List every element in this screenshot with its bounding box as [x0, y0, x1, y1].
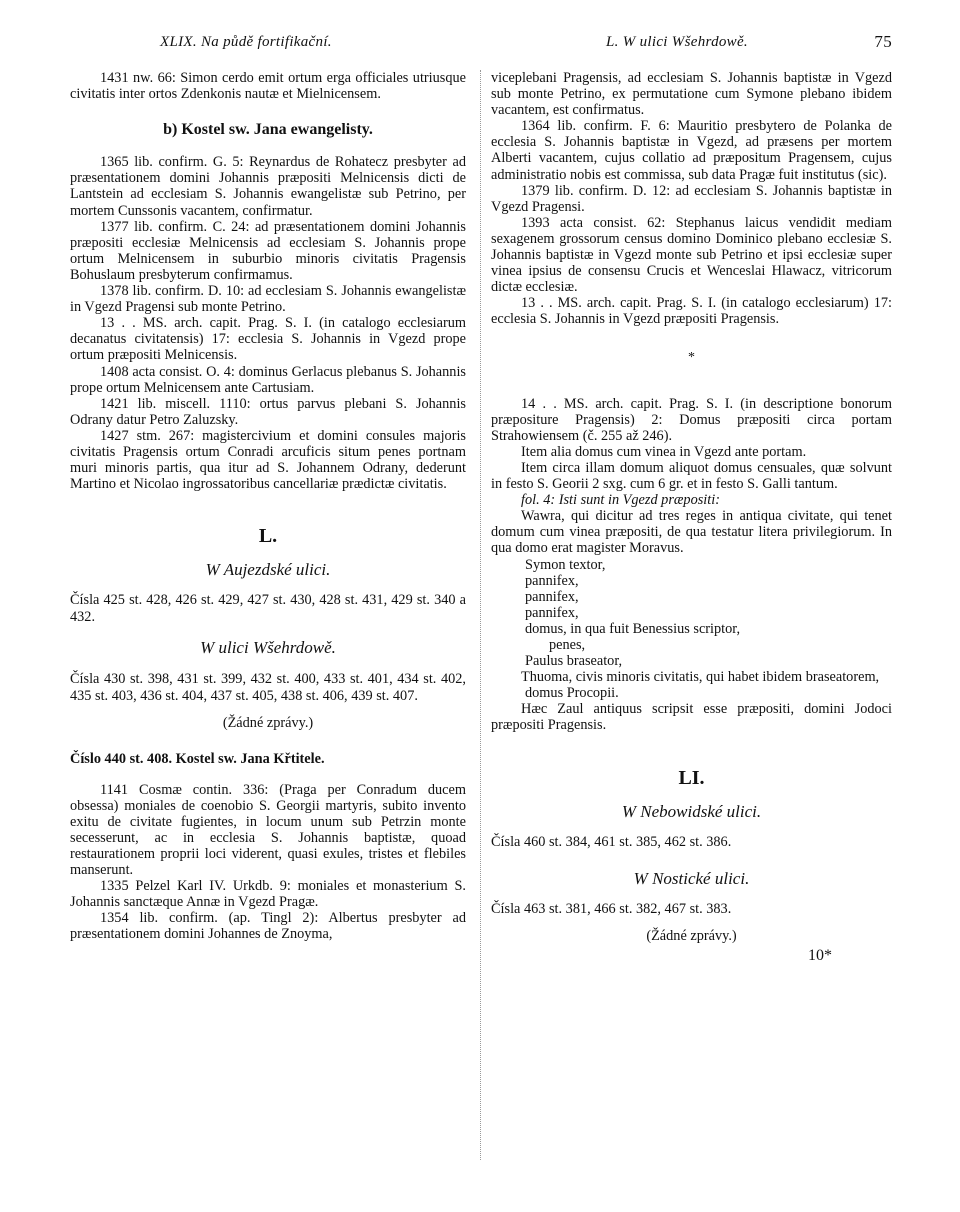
entry-1421: 1421 lib. miscell. 1110: ortus parvus plebani S. Johannis Odrany datur Petro Zaluzsky. [70, 395, 466, 428]
list-item: pannifex, [525, 588, 579, 605]
entry-1377: 1377 lib. confirm. C. 24: ad præsentationem domini Johannis præpositi ecclesiæ Melnicensis ad ecclesiam S. Johannis prope ortum Melnicensem in suburbio minoris civitatis Pragensis Bohuslaum presbyterum confirmamus. [70, 218, 466, 283]
no-news-note: (Žádné zprávy.) [222, 714, 314, 731]
entry-1431: 1431 nw. 66: Simon cerdo emit ortum erga officiales utriusque civitatis inter ortos Zdenkonis nautæ et Mielnicensem. [70, 70, 466, 103]
thuoma-entry: Thuoma, civis minoris civitatis, qui habet ibidem braseatorem, [521, 669, 880, 686]
item-circa-illam: Item circa illam domum aliquot domus censuales, quæ solvunt in festo S. Georii 2 sxg. cum 6 gr. et in festo S. Galli tantum. [491, 459, 892, 493]
street-heading-nosticka: W Nostické ulici. [633, 868, 750, 888]
provost-list [491, 557, 892, 670]
entry-14: 14 . . MS. arch. capit. Prag. S. I. (in descriptione bonorum præpositure Pragensis) 2: Domus præpositi circa portam Strahowiensem (č. 255 až 246). [491, 395, 892, 444]
section-heading-b: b) Kostel sw. Jana ewangelisty. [163, 121, 373, 139]
page-number: 75 [874, 32, 892, 51]
entry-1364: 1364 lib. confirm. F. 6: Mauritio presbytero de Polanka de ecclesia S. Johannis baptistæ in Vgezd, ad præsens per mortem Alberti vacantem, cujus collatio ad præpositum Pragensem, cujus administratio nobis est commissa, sub data Pragæ fuit institutus (sic). [491, 118, 892, 183]
list-item: Paulus braseator, [525, 653, 623, 670]
right-column [491, 70, 892, 964]
entry-1378: 1378 lib. confirm. D. 10: ad ecclesiam S. Johannis ewangelistæ in Vgezd Pragensi sub monte Petrino. [70, 283, 466, 316]
entry-1365: 1365 lib. confirm. G. 5: Reynardus de Rohatecz presbyter ad præsentationem domini Johannis præpositi Melnicensis dicti de Lantstein ad ecclesiam S. Johannis ewangelistæ sub Petrino, per mortem Cunssonis vacantem, confirmatur. [70, 154, 466, 219]
list-item: Symon textor, [525, 556, 606, 573]
list-item: domus, in qua fuit Benessius scriptor, [525, 620, 741, 637]
street-heading-aujezdska: W Aujezdské ulici. [205, 560, 331, 580]
entry-13-right: 13 . . MS. arch. capit. Prag. S. I. (in catalogo ecclesiarum) 17: ecclesia S. Johannis in Vgezd præpositi Pragensis. [491, 295, 892, 328]
left-column [70, 70, 466, 943]
entry-1393: 1393 acta consist. 62: Stephanus laicus vendidit mediam sexagenem grossorum census domino Dominico plebano ecclesiæ S. Johannis baptistæ in Vgezd monte sub Petrino et ipsi ecclesiæ super vinea ipsius de consensu Crucis et Wenceslai Hlawacz, vitricorum dictæ ecclesiæ. [491, 214, 892, 296]
house-numbers-nosticka: Čísla 463 st. 381, 466 st. 382, 467 st. 383. [491, 900, 732, 917]
wawra-entry: Wawra, qui dicitur ad tres reges in antiqua civitate, qui tenet domum cum vinea præpositi, de qua testatur litera privilegiorum. In qua domo erat magister Moravus. [491, 508, 892, 557]
list-item: penes, [549, 637, 586, 653]
entry-1427: 1427 stm. 267: magistercivium et domini consules majoris civitatis Pragensis ortum Conradi arcuficis situm penes portnam muri minoris partis, qua itur ad S. Johannem Odrany, dederunt Martino et Nicolao ingrossatoribus cancellariæ prædictæ civitatis. [70, 427, 466, 493]
item-alia-domus: Item alia domus cum vinea in Vgezd ante portam. [521, 443, 807, 460]
entry-13: 13 . . MS. arch. capit. Prag. S. I. (in catalogo ecclesiarum decanatus civitatensis) 17: ecclesia S. Johannis in Vgezd prope ortum præpositi Melnicensis. [70, 315, 466, 364]
house-numbers-nebowidska: Čísla 460 st. 384, 461 st. 385, 462 st. 386. [491, 833, 732, 850]
printer-signature: 10* [808, 946, 832, 964]
entry-1335: 1335 Pelzel Karl IV. Urkdb. 9: moniales et monasterium S. Johannis sanctæque Annæ in Vgezd Pragæ. [70, 878, 466, 911]
entry-1408: 1408 acta consist. O. 4: dominus Gerlacus plebanus S. Johannis prope ortum Melnicensem ante Cartusiam. [70, 363, 466, 396]
section-asterisk: * [688, 349, 695, 365]
street-heading-nebowidska: W Nebowidské ulici. [621, 801, 762, 821]
fol-4: fol. 4: Isti sunt in Vgezd præpositi: [521, 492, 720, 509]
procopii-entry: domus Procopii. [525, 685, 619, 702]
haec-entry: Hæc Zaul antiquus scripsit esse præpositi, domini Jodoci præpositi Pragensis. [491, 701, 892, 734]
chapter-heading-LI: LI. [678, 766, 705, 789]
street-heading-wsehrdowa: W ulici Wšehrdowě. [200, 638, 336, 658]
entry-1354-continued: viceplebani Pragensis, ad ecclesiam S. Johannis baptistæ in Vgezd sub monte Petrino, ex permutatione cum Symone plebano ibidem vacantem, est confirmatus. [491, 70, 892, 119]
entry-1379: 1379 lib. confirm. D. 12: ad ecclesiam S. Johannis baptistæ in Vgezd Pragensi. [491, 182, 892, 215]
house-numbers-aujezdska: Čísla 425 st. 428, 426 st. 429, 427 st. 430, 428 st. 431, 429 st. 340 a 432. [70, 592, 466, 626]
no-news-note-2: (Žádné zprávy.) [646, 927, 737, 944]
running-header-right: L. W ulici Wšehrdowě. [606, 34, 748, 50]
house-numbers-wsehrdowa: Čísla 430 st. 398, 431 st. 399, 432 st. 400, 433 st. 401, 434 st. 402, 435 st. 403, 436 st. 404, 437 st. 405, 438 st. 406, 439 st. 407. [70, 670, 466, 704]
list-item: pannifex, [525, 604, 579, 621]
column-divider [480, 70, 481, 1160]
entry-1354: 1354 lib. confirm. (ap. Tingl 2): Albertus presbyter ad præsentationem domini Johannes de Znoyma, [70, 910, 466, 943]
entry-1141: 1141 Cosmæ contin. 336: (Praga per Conradum ducem obsessa) moniales de coenobio S. Georgii martyris, subito invento exitu de civitate fugientes, in locum unum sub Petrzin monte secesserunt, ac in ecclesia S. Johannis baptistæ, quoad restaurationem proprii loci viderent, quasi exules, tristes et flebiles manserunt. [70, 781, 466, 879]
running-header-left: XLIX. Na půdě fortifikační. [160, 34, 332, 50]
chapter-heading-L: L. [258, 525, 278, 548]
house-number-440-heading: Číslo 440 st. 408. Kostel sw. Jana Křtitele. [70, 750, 325, 767]
list-item: pannifex, [525, 572, 579, 589]
